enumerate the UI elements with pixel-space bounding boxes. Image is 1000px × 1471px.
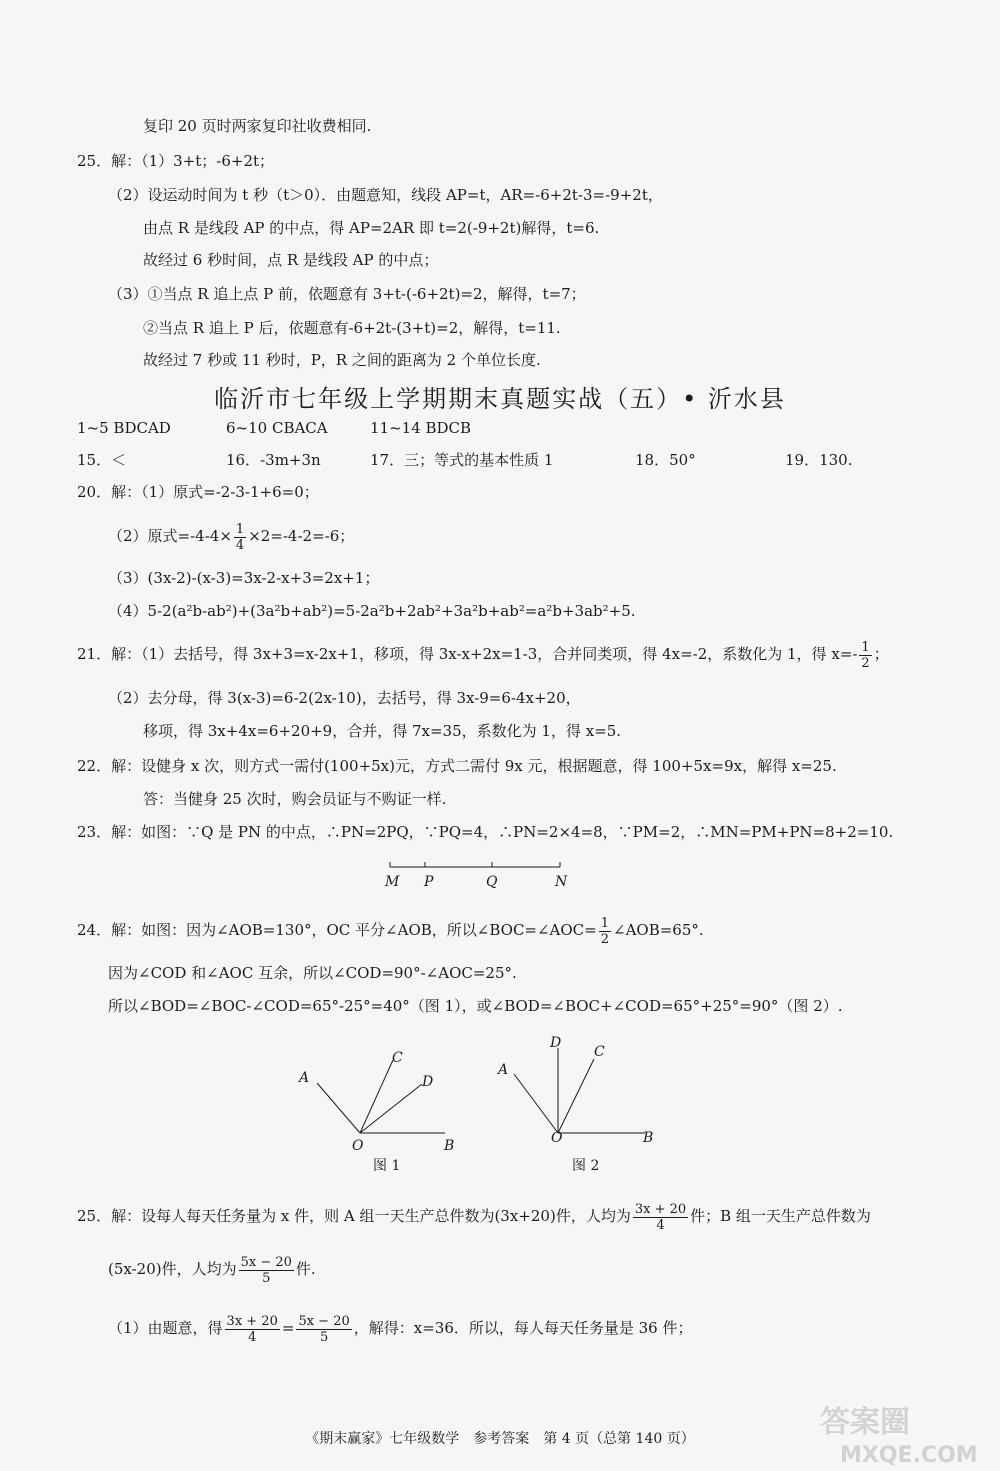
segment-figure xyxy=(375,855,575,891)
q21-part3: 移项，得 3x+4x=6+20+9，合并，得 7x=35，系数化为 1，得 x=5. xyxy=(143,722,622,740)
answer-15: 15．＜ xyxy=(77,451,127,469)
point-label-d: D xyxy=(422,1074,434,1090)
svg-text:答案圈: 答案圈 xyxy=(820,1405,910,1440)
point-label-p: P xyxy=(424,874,434,890)
answer-19: 19．130. xyxy=(785,451,853,469)
point-label-o2: O xyxy=(551,1130,563,1146)
fraction-half-2: $\frac{1}{2}$ xyxy=(600,915,610,947)
q20-part2 xyxy=(108,519,354,553)
q25-line3-pre: （1）由题意，得 xyxy=(108,1319,223,1337)
q24-line1-post: ∠AOB=65°. xyxy=(613,921,704,939)
q22-line1: 22．解：设健身 x 次，则方式一需付(100+5x)元，方式二需付 9x 元，根据题意，得 100+5x=9x，解得 x=25. xyxy=(77,757,837,775)
q20-part4: （4）5-2(a²b-ab²)+(3a²b+ab²)=5-2a²b+2ab²+3a²b+ab²=a²b+3ab²+5. xyxy=(108,602,636,620)
fraction-half: $\frac{1}{2}$ xyxy=(861,639,870,671)
text-line: 由点 R 是线段 AP 的中点，得 AP=2AR 即 t=2(-9+2t)解得，t=6. xyxy=(143,219,600,237)
fraction-b-average-2: $\frac{5x - 20}{5}$ xyxy=(298,1313,350,1345)
q21-part1-post: ； xyxy=(873,645,889,663)
point-label-m: M xyxy=(385,874,400,890)
point-label-a: A xyxy=(299,1070,310,1086)
answer-choices-2: 6~10 CBACA xyxy=(226,419,328,437)
q25-line1-pre: 25．解：设每人每天任务量为 x 件，则 A 组一天生产总件数为(3x+20)件，人均为 xyxy=(77,1207,631,1225)
point-label-a2: A xyxy=(498,1062,509,1078)
figure-2-caption: 图 2 xyxy=(572,1158,600,1174)
fraction-a-average: $\frac{3x + 20}{4}$ xyxy=(634,1201,687,1233)
q25-line1 xyxy=(77,1198,871,1234)
fraction-b-average: $\frac{5x - 20}{5}$ xyxy=(240,1254,292,1286)
answer-16: 16．-3m+3n xyxy=(226,451,321,469)
text-line: ②当点 R 追上 P 后，依题意有-6+2t-(3+t)=2，解得，t=11. xyxy=(143,319,561,337)
q25-line2-pre: (5x-20)件，人均为 xyxy=(108,1260,237,1278)
q22-line2: 答：当健身 25 次时，购会员证与不购证一样. xyxy=(143,790,447,808)
q21-part1 xyxy=(77,637,889,671)
q25-line3-post: ，解得：x=36．所以，每人每天任务量是 36 件； xyxy=(353,1319,693,1337)
q21-part1-pre: 21．解：（1）去括号，得 3x+3=x-2x+1，移项，得 3x-x+2x=1-3，合并同类项，得 4x=-2，系数化为 1，得 x=- xyxy=(77,645,858,663)
point-label-d2: D xyxy=(550,1035,562,1051)
point-label-o: O xyxy=(352,1138,364,1154)
watermark-logo xyxy=(750,1400,990,1470)
answer-choices-3: 11~14 BDCB xyxy=(370,419,472,437)
q23-line: 23．解：如图：∵Q 是 PN 的中点，∴PN=2PQ，∵PQ=4，∴PN=2×4=8，∵PM=2，∴MN=PM+PN=8+2=10. xyxy=(77,823,894,841)
equals-sign: = xyxy=(281,1319,295,1337)
page-footer: 《期末赢家》七年级数学 参考答案 第 4 页（总第 140 页） xyxy=(305,1431,695,1447)
point-label-n: N xyxy=(555,874,568,890)
q25-line2 xyxy=(108,1251,316,1287)
q25-line1-post: 件；B 组一天生产总件数为 xyxy=(690,1207,871,1225)
point-label-b: B xyxy=(444,1138,455,1154)
fraction-a-average-2: $\frac{3x + 20}{4}$ xyxy=(226,1313,278,1345)
answer-choices-1: 1~5 BDCAD xyxy=(77,419,171,437)
section-title: 临沂市七年级上学期期末真题实战（五）• 沂水县 xyxy=(214,385,786,413)
figure-1-caption: 图 1 xyxy=(373,1158,401,1174)
text-line: （2）设运动时间为 t 秒（t＞0）．由题意知，线段 AP=t，AR=-6+2t-3=-9+2t， xyxy=(108,186,663,204)
q24-line2: 因为∠COD 和∠AOC 互余，所以∠COD=90°-∠AOC=25°. xyxy=(108,964,517,982)
svg-text:MXQE.COM: MXQE.COM xyxy=(840,1443,978,1468)
q20-part2-pre: （2）原式=-4-4× xyxy=(108,527,232,545)
q20-part3: （3）(3x-2)-(x-3)=3x-2-x+3=2x+1； xyxy=(108,569,380,587)
angle-figure-2 xyxy=(490,1030,670,1180)
q25-prev-heading: 25．解：（1）3+t；-6+2t； xyxy=(77,152,275,170)
angle-figure-1 xyxy=(290,1040,470,1180)
text-line: 故经过 6 秒时间，点 R 是线段 AP 的中点； xyxy=(143,251,439,269)
fraction-quarter: $\frac{1}{4}$ xyxy=(235,521,245,553)
q24-line1 xyxy=(77,913,704,947)
answer-18: 18．50° xyxy=(635,451,696,469)
point-label-q: Q xyxy=(486,874,498,890)
text-line: 故经过 7 秒或 11 秒时，P，R 之间的距离为 2 个单位长度. xyxy=(143,351,541,369)
q24-line3: 所以∠BOD=∠BOC-∠COD=65°-25°=40°（图 1），或∠BOD=∠BOC+∠COD=65°+25°=90°（图 2）. xyxy=(108,997,843,1015)
point-label-c2: C xyxy=(594,1044,605,1060)
text-line: 复印 20 页时两家复印社收费相同. xyxy=(143,117,372,135)
text-line: （3）①当点 R 追上点 P 前，依题意有 3+t-(-6+2t)=2，解得，t=7； xyxy=(108,285,586,303)
answer-17: 17．三；等式的基本性质 1 xyxy=(370,451,554,469)
q20-part1: 20．解：（1）原式=-2-3-1+6=0； xyxy=(77,483,319,501)
q21-part2: （2）去分母，得 3(x-3)=6-2(2x-10)，去括号，得 3x-9=6-4x+20， xyxy=(108,689,581,707)
point-label-b2: B xyxy=(643,1130,654,1146)
q20-part2-post: ×2=-4-2=-6； xyxy=(248,527,355,545)
q24-line1-pre: 24．解：如图：因为∠AOB=130°，OC 平分∠AOB，所以∠BOC=∠AOC= xyxy=(77,921,597,939)
point-label-c: C xyxy=(392,1050,403,1066)
q25-line3 xyxy=(108,1310,693,1346)
q25-line2-post: 件. xyxy=(295,1260,316,1278)
